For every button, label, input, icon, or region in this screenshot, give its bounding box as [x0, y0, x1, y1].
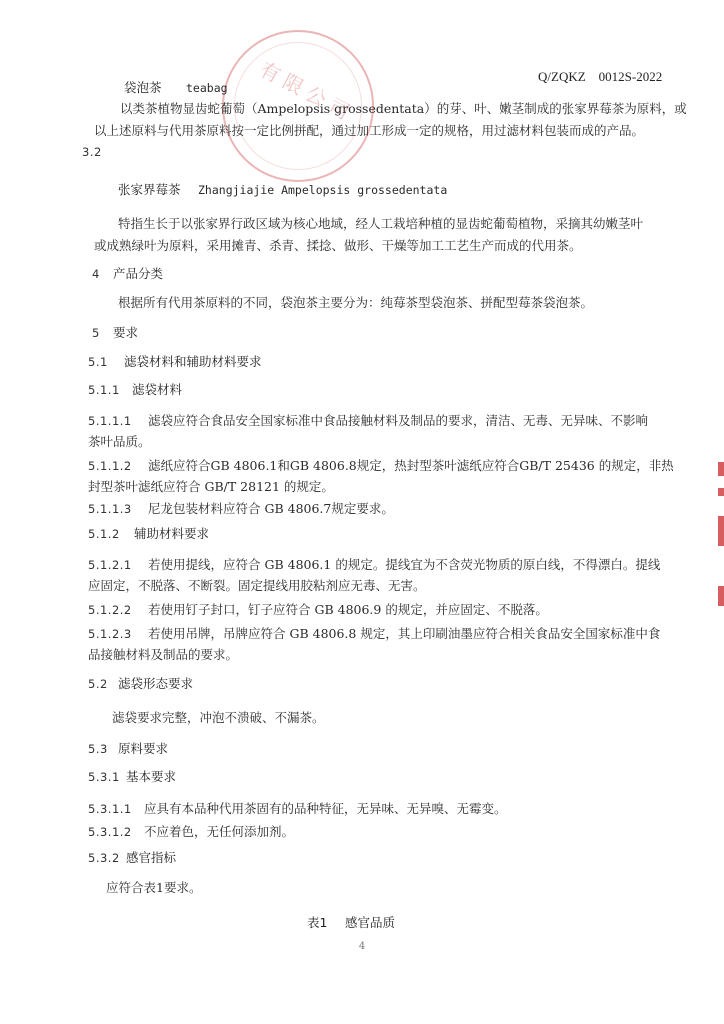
clause-number: 5.1.2.2 — [88, 603, 132, 617]
section-number: 5.3.2 — [88, 851, 120, 865]
clause-text: 封型茶叶滤纸应符合 GB/T 28121 的规定。 — [88, 479, 334, 494]
edge-red-mark — [718, 516, 724, 546]
section-number: 5.1 — [88, 355, 108, 369]
section-title: 基本要求 — [126, 769, 177, 784]
definition-line: 以上述原料与代用茶原料按一定比例拼配，通过加工形成一定的规格，用过滤材料包装而成的产品。 — [94, 123, 645, 138]
section-number: 5 — [92, 326, 100, 340]
section-title: 滤袋形态要求 — [118, 676, 194, 691]
term-teabag-en: teabag — [186, 81, 228, 95]
section-number: 5.2 — [88, 677, 108, 691]
paragraph: 根据所有代用茶原料的不同，袋泡茶主要分为：纯莓茶型袋泡茶、拼配型莓茶袋泡茶。 — [118, 295, 594, 310]
clause-text: 茶叶品质。 — [88, 434, 151, 449]
table-caption-title: 感官品质 — [345, 915, 396, 930]
section-title: 滤袋材料和辅助材料要求 — [124, 354, 262, 369]
edge-red-mark — [718, 462, 724, 476]
clause-text: 若使用吊牌，吊牌应符合 GB 4806.8 规定，其上印刷油墨应符合相关食品安全国家标准中食 — [148, 626, 661, 641]
definition-line: 特指生长于以张家界行政区域为核心地域，经人工栽培种植的显齿蛇葡萄植物，采摘其幼嫩茎叶 — [118, 216, 644, 231]
section-title: 原料要求 — [118, 741, 169, 756]
definition-line: 或成熟绿叶为原料，采用摊青、杀青、揉捻、做形、干燥等加工工艺生产而成的代用茶。 — [94, 238, 582, 253]
clause-number: 5.1.2.1 — [88, 558, 132, 572]
company-seal-text: 有限公司 — [255, 56, 359, 127]
clause-text: 若使用钉子封口，钉子应符合 GB 4806.9 的规定，并应固定、不脱落。 — [148, 602, 548, 617]
section-title: 产品分类 — [113, 266, 164, 281]
edge-red-mark — [718, 586, 724, 606]
document-code: Q/ZQKZ 0012S-2022 — [538, 69, 663, 84]
section-number: 5.1.1 — [88, 383, 120, 397]
clause-text: 若使用提线，应符合 GB 4806.1 的规定。提线宜为不含荧光物质的原白线，不得漂白。提线 — [148, 557, 661, 572]
term-zjj-en: Zhangjiajie Ampelopsis grossedentata — [198, 183, 448, 197]
clause-number: 5.1.2.3 — [88, 627, 132, 641]
section-number: 5.3.1 — [88, 770, 120, 784]
clause-text: 应具有本品种代用茶固有的品种特征，无异味、无异嗅、无霉变。 — [144, 801, 507, 816]
section-number: 4 — [92, 267, 100, 281]
term-zjj-cn: 张家界莓茶 — [118, 182, 181, 197]
clause-text: 滤袋应符合食品安全国家标准中食品接触材料及制品的要求，清洁、无毒、无异味、不影响 — [148, 413, 649, 428]
paragraph: 滤袋要求完整，冲泡不溃破、不漏茶。 — [112, 710, 325, 725]
section-number: 5.3 — [88, 742, 108, 756]
clause-number: 5.3.1.1 — [88, 802, 132, 816]
clause-number: 5.3.1.2 — [88, 825, 132, 839]
section-title: 感官指标 — [126, 850, 177, 865]
section-title: 辅助材料要求 — [134, 526, 210, 541]
clause-text: 品接触材料及制品的要求。 — [88, 647, 239, 662]
section-title: 要求 — [113, 325, 139, 340]
edge-red-mark — [718, 488, 724, 496]
clause-number: 5.1.1.3 — [88, 502, 132, 516]
section-number: 3.2 — [82, 145, 102, 159]
term-teabag-cn: 袋泡茶 — [124, 80, 162, 95]
definition-line: 以类茶植物显齿蛇葡萄（Ampelopsis grossedentata）的芽、叶、嫩茎制成的张家界莓茶为原料，或 — [120, 101, 687, 116]
section-title: 滤袋材料 — [132, 382, 183, 397]
clause-text: 应固定，不脱落、不断裂。固定提线用胶粘剂应无毒、无害。 — [88, 578, 426, 593]
clause-text: 滤纸应符合GB 4806.1和GB 4806.8规定，热封型茶叶滤纸应符合GB/T 25436 的规定，非热 — [148, 458, 674, 473]
page-number: 4 — [358, 941, 366, 952]
table-caption-label: 表1 — [307, 915, 328, 930]
paragraph: 应符合表1要求。 — [106, 880, 202, 895]
clause-number: 5.1.1.2 — [88, 459, 132, 473]
section-number: 5.1.2 — [88, 527, 120, 541]
clause-text: 不应着色，无任何添加剂。 — [144, 824, 295, 839]
clause-number: 5.1.1.1 — [88, 414, 132, 428]
clause-text: 尼龙包装材料应符合 GB 4806.7规定要求。 — [148, 501, 394, 516]
